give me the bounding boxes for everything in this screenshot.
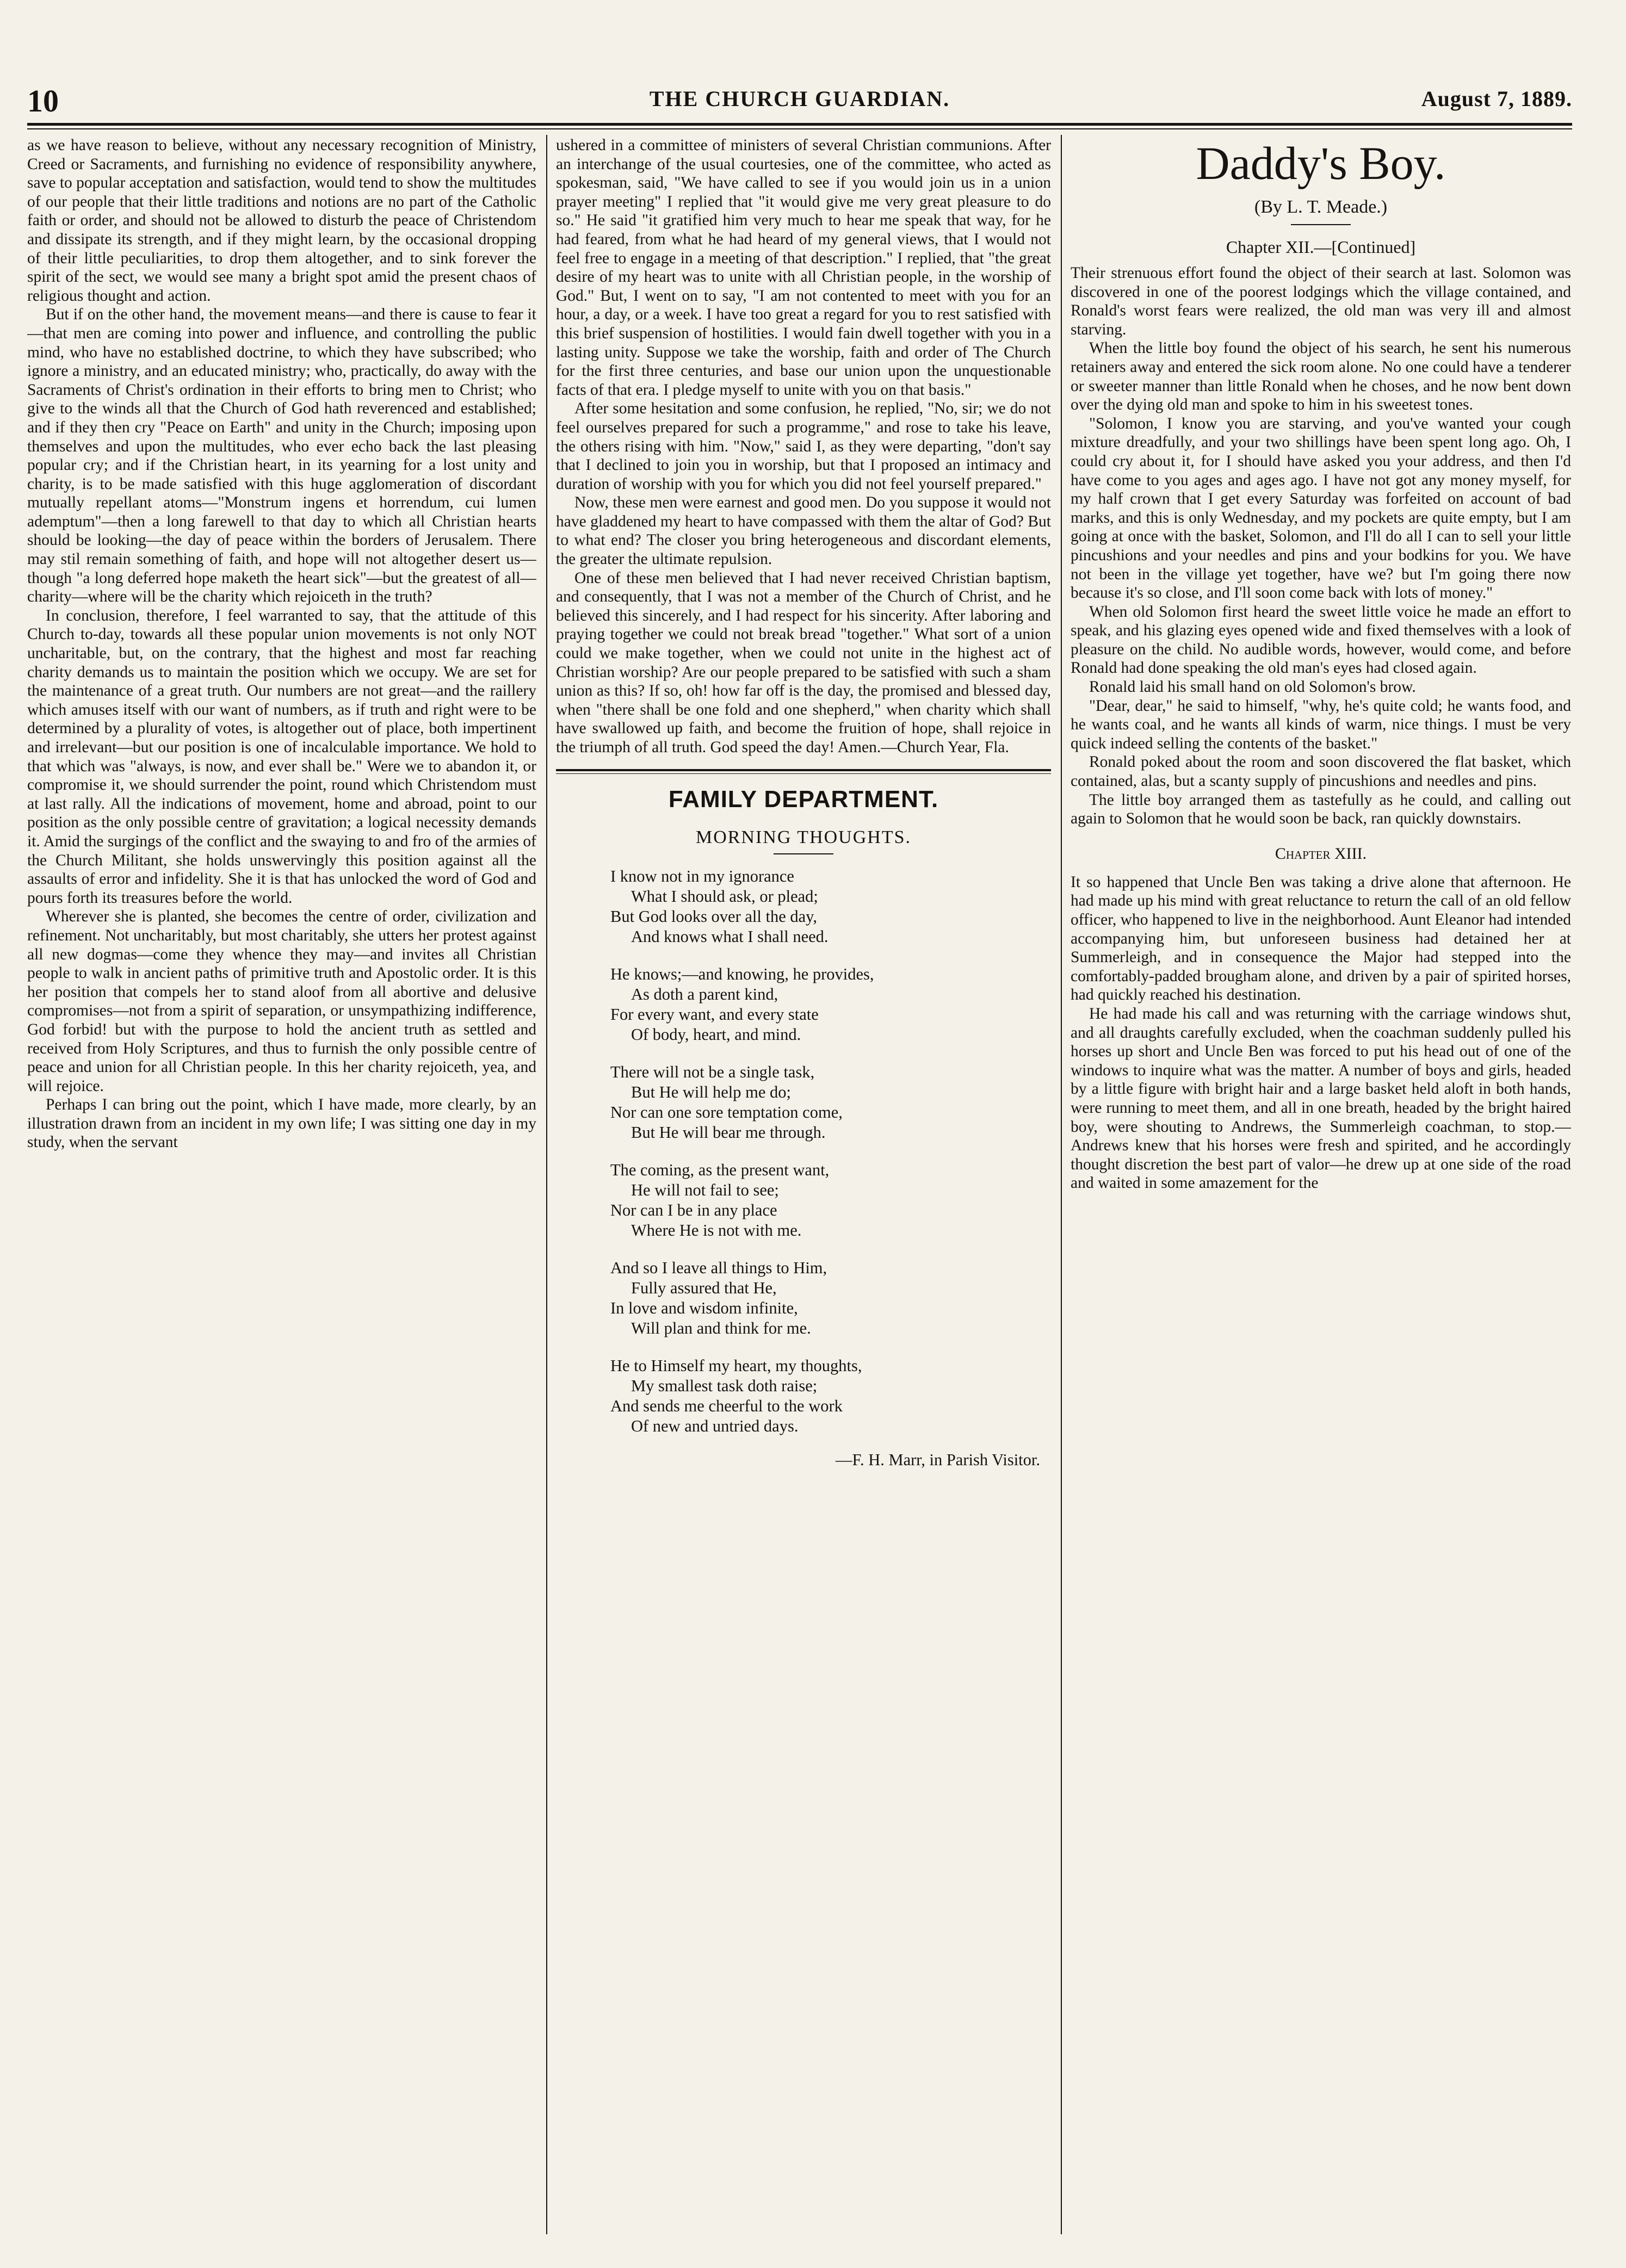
article-paragraph: In conclusion, therefore, I feel warranted to say, that the attitude of this Church to-day, towards all these popular union movements is not only NOT uncharitable, but, on the contrary, that the highest and most far reaching charity demands us to maintain the position which we occupy. We are set for the maintenance of a great truth. Our numbers are not great—and the raillery which amuses itself with our want of numbers, as if truth and right were to be determined by a plurality of votes, is altogether out of place, both impertinent and irrelevant—but our position is one of incalculable importance. We hold to that which was "always, is now, and ever shall be." Were we to abandon it, or compromise it, we should surrender the point, round which Christendom must at last rally. All the indications of movement, home and abroad, point to our position as the only possible centre of gravitation; a logical necessity demands it. Amid the surgings of the conflict and the swaying to and fro of the armies of the Church Militant, she holds unswervingly this position against all the assaults of error and infidelity. She it is that has unlocked the word of God and pours forth its treasures before the world. bbox=[27, 606, 536, 907]
column-3 bbox=[1071, 136, 1571, 2235]
poem-line: Nor can one sore temptation come, bbox=[610, 1102, 843, 1121]
page-header bbox=[27, 83, 1572, 119]
poem-line: I know not in my ignorance bbox=[610, 866, 794, 885]
poem-line: But God looks over all the day, bbox=[610, 907, 818, 926]
story-paragraph: When the little boy found the object of his search, he sent his numerous retainers away and entered the sick room alone. No one could have a tenderer or sweeter manner than little Ronald when he choses, and he now bent down over the dying old man and spoke to him in his sweetest tones. bbox=[1071, 339, 1571, 414]
poem-line: Of new and untried days. bbox=[631, 1416, 799, 1435]
poem-line: He knows;—and knowing, he provides, bbox=[610, 964, 874, 983]
article-paragraph: Wherever she is planted, she becomes the centre of order, civilization and refinement. Not uncharitably, but most charitably, she utters her protest against all new dogmas—come they whence they may—and invites all Christian people to walk in ancient paths of primitive truth and Apostolic order. It is this her position that compels her to stand aloof from all abortive and delusive compromises—not from a spirit of separation, or unsympathizing indifference, God forbid! but with the purpose to hold the ancient truth as settled and received from Holy Scriptures, and thus to furnish the only possible centre of peace and union for all Christian people. In this her charity rejoiceth, yea, and will rejoice. bbox=[27, 908, 536, 1095]
poem-line: But He will help me do; bbox=[631, 1082, 791, 1101]
story-paragraph: "Solomon, I know you are starving, and you've wanted your cough mixture dreadfully, and your two shillings have been spent long ago. Oh, I could cry about it, for I should have asked you your address, and then I'd have come to you ages and ages ago. I have not got any money myself, for my half crown that I get every Saturday was forfeited on account of bad marks, and this is only Wednesday, and my pockets are quite empty, but I am going at once with the basket, Solomon, and I'll do all I can to sell your little pincushions and your needles and pins and your bodkins for you. We have not been in the village yet together, have we? but I'm going there now because it's so close, and I'll soon come back with lots of money." bbox=[1071, 414, 1571, 602]
article-paragraph: One of these men believed that I had never received Christian baptism, and consequently, that I was not a member of the Church of Christ, and he believed this sincerely, and I had respect for his sincerity. After laboring and praying together we could not break bread "together." What sort of a union could we make together, when we could not unite in the highest act of Christian worship? Are our people prepared to be satisfied with such a sham union as this? If so, oh! how far off is the day, the promised and blessed day, when "there shall be one fold and one shepherd," when charity which shall have swallowed up faith, and become the fruition of hope, shall rejoice in the triumph of all truth. God speed the day! Amen.—Church Year, Fla. bbox=[556, 569, 1051, 756]
chapter-heading: Chapter XIII. bbox=[1275, 844, 1367, 863]
poem-stanza bbox=[610, 1062, 1051, 1143]
poem-line: Will plan and think for me. bbox=[631, 1318, 811, 1337]
issue-date: August 7, 1889. bbox=[1421, 86, 1572, 111]
poem-line: There will not be a single task, bbox=[610, 1062, 815, 1081]
column-divider bbox=[546, 135, 547, 2234]
poem-line: Fully assured that He, bbox=[631, 1278, 777, 1297]
story-paragraph: Ronald laid his small hand on old Solomon's brow. bbox=[1089, 678, 1416, 696]
header-rule bbox=[27, 123, 1572, 126]
poem-line: He will not fail to see; bbox=[631, 1180, 779, 1199]
poem-line: As doth a parent kind, bbox=[631, 984, 778, 1003]
column-2 bbox=[556, 136, 1051, 2235]
poem-stanza bbox=[610, 1160, 1051, 1241]
article-paragraph: as we have reason to believe, without any necessary recognition of Ministry, Creed or Sacraments, and furnishing no evidence of responsibility anywhere, save to popular acceptation and satisfaction, would tend to show the multitudes of our people that their little traditions and notions are no part of the Catholic faith or order, and should not be allowed to disturb the peace of Christendom and dissipate its strength, and if they might learn, by the occasional dropping of their little peculiarities, to drop them altogether, and to sink forever the spirit of the sect, we would see many a bright spot amid the present chaos of religious thought and action. bbox=[27, 137, 536, 305]
page-number: 10 bbox=[27, 83, 59, 119]
poem-line: Where He is not with me. bbox=[631, 1220, 802, 1240]
section-rule-thin bbox=[556, 773, 1051, 774]
poem-line: And so I leave all things to Him, bbox=[610, 1258, 827, 1277]
story-paragraph: Their strenuous effort found the object of their search at last. Solomon was discovered in one of the poorest lodgings which the village contained, and Ronald's worst fears were realized, the old man was very ill and almost starving. bbox=[1071, 264, 1571, 338]
column-1 bbox=[27, 136, 536, 2268]
section-rule bbox=[556, 769, 1051, 771]
article-paragraph: ushered in a committee of ministers of several Christian communions. After an interchange of the usual courtesies, one of the committee, who acted as spokesman, said, "We have called to see if you would join us in a union prayer meeting" I replied that "it would give me very great pleasure to do so." He said "it gratified him very much to hear me speak that way, for he had feared, from what he had heard of my general views, that I would not feel free to engage in a meeting of that description." I replied, that "the great desire of my heart was to unite with all Christian people, in the worship of God." But, I went on to say, "I am not contented to meet with you for an hour, a day, or a week. I have too great a regard for you to rest satisfied with this brief suspension of hostilities. I would fain dwell together with you in a lasting unity. Suppose we take the worship, faith and order of The Church for the first three centuries, and base our union upon the unquestionable facts of that era. I pledge myself to unite with you on that basis." bbox=[556, 137, 1051, 399]
poem-line: In love and wisdom infinite, bbox=[610, 1298, 798, 1317]
poem-line: Nor can I be in any place bbox=[610, 1200, 777, 1219]
poem-line: My smallest task doth raise; bbox=[631, 1376, 818, 1395]
poem-stanza bbox=[610, 1356, 1051, 1436]
story-title: Daddy's Boy. bbox=[1196, 137, 1446, 189]
masthead-title: THE CHURCH GUARDIAN. bbox=[649, 86, 950, 111]
department-heading: FAMILY DEPARTMENT. bbox=[668, 785, 939, 813]
poem-stanza bbox=[610, 1258, 1051, 1339]
article-paragraph: But if on the other hand, the movement means—and there is cause to fear it—that men are coming into power and influence, and controlling the public mind, who have no established doctrine, to which they have subscribed; who ignore a ministry, and an educated ministry; who, practically, do away with the Sacraments of Christ's ordination in their efforts to bring men to Christ; who give to the winds all that the Church of God hath reverenced and established; and if they then cry "Peace on Earth" and unity in the Church; imposing upon themselves and upon the multitudes, who ever echo back the last pleasing popular cry; and if the Christian heart, in its yearning for a lost unity and charity, is to be made satisfied with this huge agglomeration of discordant mutually repellant atoms—"Monstrum ingens et horrendum, cui lumen ademptum"—then a long farewell to that day to which all Christian hearts should be looking—the day of peace within the borders of Jerusalem. There may stil remain something of faith, and hope will not altogether desert us—though "a long deferred hope maketh the heart sick"—but the greatest of all—charity—where will be the charity which rejoiceth in the truth? bbox=[27, 306, 536, 606]
poem-line: What I should ask, or plead; bbox=[631, 887, 818, 906]
poem-title: MORNING THOUGHTS. bbox=[695, 827, 912, 847]
poem-line: For every want, and every state bbox=[610, 1005, 819, 1024]
poem-attribution: —F. H. Marr, in Parish Visitor. bbox=[835, 1450, 1040, 1469]
poem-line: He to Himself my heart, my thoughts, bbox=[610, 1356, 862, 1375]
poem-line: The coming, as the present want, bbox=[610, 1160, 830, 1179]
byline: (By L. T. Meade.) bbox=[1254, 197, 1388, 217]
poem-line: And knows what I shall need. bbox=[631, 927, 829, 946]
article-paragraph: Now, these men were earnest and good men. Do you suppose it would not have gladdened my heart to have compassed with them the altar of God? But to what end? The closer you bring heterogeneous and discordant elements, the greater the ultimate repulsion. bbox=[556, 494, 1051, 568]
story-paragraph: "Dear, dear," he said to himself, "why, he's quite cold; he wants food, and he wants coal, and he wants all kinds of warm, nice things. I must be very quick indeed selling the contents of the basket." bbox=[1071, 697, 1571, 752]
story-paragraph: He had made his call and was returning with the carriage windows shut, and all draughts carefully excluded, when the coachman suddenly pulled his horses up short and Uncle Ben was forced to put his head out of one of the windows to inquire what was the matter. A number of boys and girls, headed by a little figure with bright hair and a large basket held aloft in both hands, were running to meet them, and all in one breath, headed by the bright haired boy, were shouting to Andrews, the Summerleigh coachman, to stop.—Andrews knew that his horses were fresh and spirited, and he accordingly thought discretion the best part of valor—he drew up at one side of the road and waited in some amazement for the bbox=[1071, 1005, 1571, 1192]
header-rule-thin bbox=[27, 128, 1572, 129]
poem-line: And sends me cheerful to the work bbox=[610, 1396, 843, 1415]
chapter-heading: Chapter XII.—[Continued] bbox=[1226, 237, 1416, 257]
poem-line: Of body, heart, and mind. bbox=[631, 1025, 801, 1044]
article-paragraph: After some hesitation and some confusion, he replied, "No, sir; we do not feel ourselves prepared for such a programme," and rose to take his leave, the others rising with him. "Now," said I, as they were departing, "don't say that I declined to join you in worship, but that I proposed an intimacy and duration of worship with you for which you did not feel yourself prepared." bbox=[556, 400, 1051, 493]
poem-line: But He will bear me through. bbox=[631, 1123, 826, 1142]
story-paragraph: It so happened that Uncle Ben was taking a drive alone that afternoon. He had made up his mind with great reluctance to return the call of an old fellow officer, who happened to live in the neighborhood. Aunt Eleanor had intended accompanying him, but unforeseen business had detained her at Summerleigh, and in consequence the Major had stepped into the comfortably-padded brougham alone, and driven by a pair of spirited horses, had quickly reached his destination. bbox=[1071, 873, 1571, 1004]
poem-stanza bbox=[610, 866, 1051, 947]
story-paragraph: Ronald poked about the room and soon discovered the flat basket, which contained, alas, but a scanty supply of pincushions and needles and pins. bbox=[1071, 753, 1571, 790]
column-divider bbox=[1061, 135, 1062, 2234]
title-rule bbox=[774, 853, 833, 854]
title-rule bbox=[1291, 224, 1351, 225]
poem-stanza bbox=[610, 964, 1051, 1045]
story-paragraph: When old Solomon first heard the sweet little voice he made an effort to speak, and his glazing eyes opened wide and fixed themselves with a look of pleasure on the child. No audible words, however, would come, and before Ronald had done speaking the old man's eyes had closed again. bbox=[1071, 603, 1571, 677]
article-paragraph: Perhaps I can bring out the point, which I have made, more clearly, by an illustration drawn from an incident in my own life; I was sitting one day in my study, when the servant bbox=[27, 1096, 536, 1151]
story-paragraph: The little boy arranged them as tastefully as he could, and calling out again to Solomon that he would soon be back, ran quickly downstairs. bbox=[1071, 791, 1571, 828]
